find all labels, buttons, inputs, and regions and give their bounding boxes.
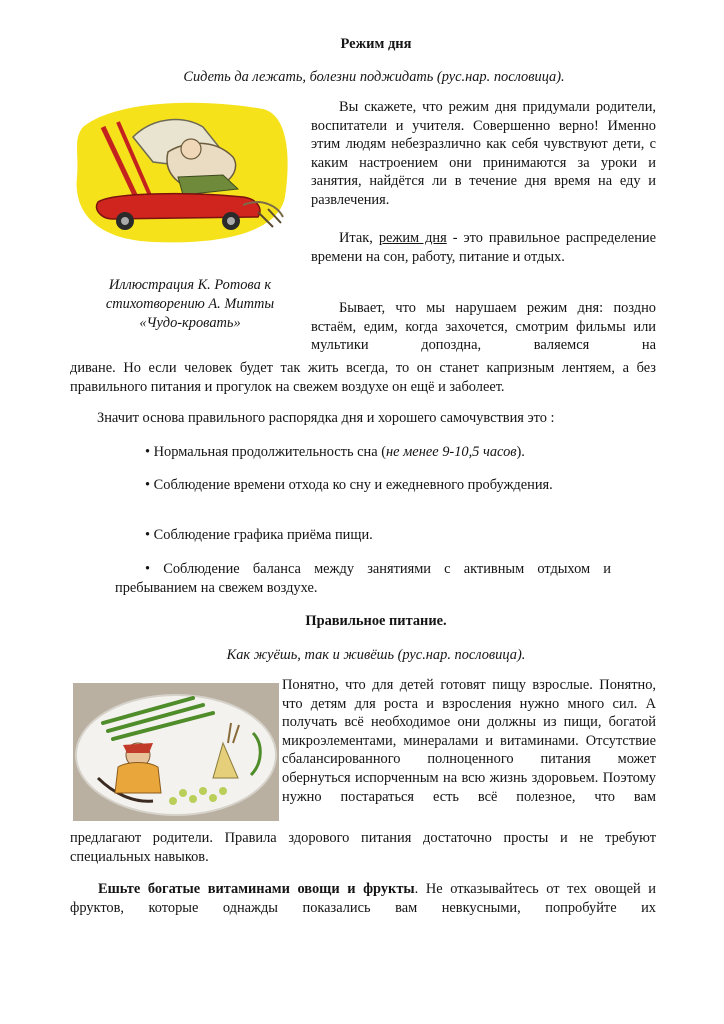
bullet-symbol: • [145, 477, 151, 493]
caption-line-2: стихотворению А. Митты [105, 296, 275, 312]
paragraph-vegetables [70, 880, 656, 917]
caption-line-1: Иллюстрация К. Ротова к [108, 277, 272, 293]
bullet-text: Нормальная продолжительность сна ( [153, 444, 386, 460]
bullet-symbol: • [145, 444, 151, 460]
bullet-symbol: • [145, 561, 151, 577]
bullet-item-meal-schedule [115, 526, 611, 545]
illustration-caption [80, 276, 300, 333]
routine-basis-intro: Значит основа правильного распорядка дня и хорошего самочувствия это : [97, 410, 555, 426]
paragraph-nutrition-part2: предлагают родители. Правила здорового питания достаточно просты и не требуют специальных навыков. [70, 830, 656, 865]
paragraph-routine-definition [311, 229, 656, 266]
definition-lead: Итак, [339, 230, 373, 246]
paragraph-routine-intro: Вы скажете, что режим дня придумали родители, воспитатели и учителя. Совершенно верно! Именно этим людям небезразлично как себя чувствуют дети, с каким настроением они принимаются за уроки и занятия, найдётся ли в течение дня время на еду и развлечения. [311, 99, 656, 208]
definition-rest: - это правильное распределение времени на сон, работу, питание и отдых. [311, 230, 656, 265]
bullet-item-sleep-schedule [115, 476, 611, 495]
bullet-item-sleep [115, 443, 611, 462]
miracle-bed-drawing [73, 97, 291, 245]
epigraph-proverb-2: Как жуёшь, так и живёшь (рус.нар. пословица). [226, 647, 526, 663]
bullet-item-activity-balance [115, 560, 611, 597]
caption-line-3: «Чудо-кровать» [139, 315, 241, 331]
paragraph-violations-part2: диване. Но если человек будет так жить всегда, то он станет капризным лентяем, а без правильного питания и прогулок на свежем воздухе он ещё и заболеет. [70, 360, 656, 395]
bullet-symbol: • [145, 527, 151, 543]
epigraph-proverb-1: Сидеть да лежать, болезни поджидать (рус.нар. пословица). [183, 69, 565, 85]
bullet-tail: ). [516, 444, 525, 460]
illustration-vegetable-plate [73, 683, 279, 821]
section-title-nutrition: Правильное питание. [305, 613, 447, 629]
section-title-daily-routine: Режим дня [340, 36, 412, 52]
vegetables-rule-bold: Ешьте богатые витаминами овощи и фрукты [98, 881, 415, 897]
paragraph-nutrition-part1: Понятно, что для детей готовят пищу взрослые. Понятно, что детям для роста и взросления нужно много сил. А получать всё необходимое они должны из пищи, богатой микроэлементами, минералами и витаминами. Отсутствие сбалансированного полноценного питания может обернуться испорченным на всю жизнь здоровьем. Поэтому нужно постараться есть всё полезное, что вам [282, 677, 656, 805]
bullet-italic: не менее 9-10,5 часов [386, 444, 517, 460]
vegetables-rule-rest: . Не отказывайтесь от тех овощей и фруктов, которые однажды показались вам невкусными, попробуйте их [70, 881, 656, 916]
bullet-text: Соблюдение времени отхода ко сну и ежедневного пробуждения. [153, 477, 553, 493]
illustration-miracle-bed [73, 97, 291, 245]
definition-term: режим дня [378, 230, 447, 246]
bullet-text: Соблюдение графика приёма пищи. [153, 527, 373, 543]
paragraph-violations-part1: Бывает, что мы нарушаем режим дня: поздно встаём, едим, когда захочется, смотрим фильмы или мультики допоздна, валяемся на [311, 300, 656, 354]
bullet-text: Соблюдение баланса между занятиями с активным отдыхом и пребыванием на свежем воздухе. [115, 561, 611, 596]
vegetable-plate-drawing [73, 683, 279, 821]
